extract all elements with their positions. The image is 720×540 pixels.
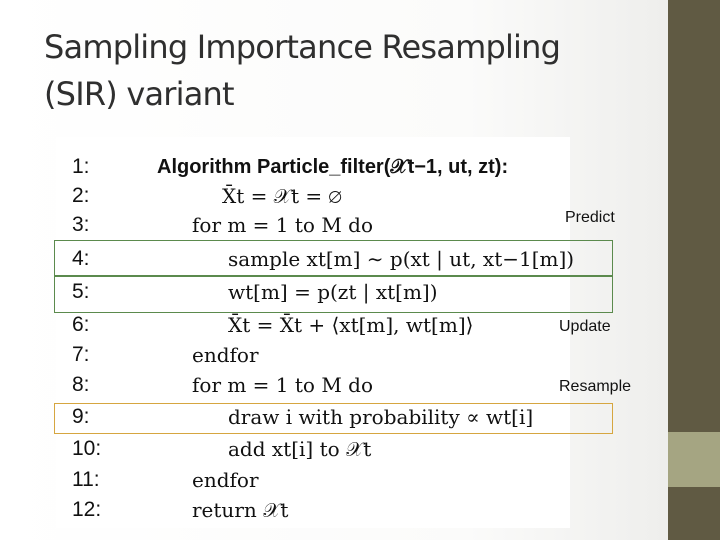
code-line-12: return 𝒳t: [192, 498, 289, 522]
code-line-10: add xt[i] to 𝒳t: [228, 437, 372, 461]
line-number: 10:: [72, 437, 102, 460]
line-number: 4:: [72, 247, 90, 270]
code-line-11: endfor: [192, 468, 259, 492]
code-line-4: sample xt[m] ∼ p(xt | ut, xt−1[m]): [228, 247, 575, 271]
title-line-1: Sampling Importance Resampling: [44, 28, 561, 66]
code-line-7: endfor: [192, 343, 259, 367]
line-number: 8:: [72, 373, 90, 396]
algorithm-keyword: Algorithm Particle_filter: [157, 156, 384, 178]
code-line-2: X̄t = 𝒳t = ∅: [222, 184, 342, 208]
algorithm-args: (𝒳t−1, ut, zt):: [383, 156, 509, 178]
predict-label: Predict: [565, 209, 615, 226]
sidebar-band-light: [668, 432, 720, 487]
code-line-3: for m = 1 to M do: [192, 213, 373, 237]
line-number: 2:: [72, 184, 90, 207]
code-line-8: for m = 1 to M do: [192, 373, 373, 397]
line-number: 11:: [72, 468, 100, 491]
line-number: 5:: [72, 280, 90, 303]
line-number: 6:: [72, 313, 90, 336]
predict-highlight-box: [54, 240, 613, 277]
line-number: 1:: [72, 155, 90, 178]
update-label: Update: [559, 318, 611, 335]
code-line-5: wt[m] = p(zt | xt[m]): [228, 280, 438, 304]
algorithm-image: [56, 137, 575, 528]
title-line-2: (SIR) variant: [44, 75, 234, 113]
code-line-9: draw i with probability ∝ wt[i]: [228, 405, 534, 429]
line-number: 12:: [72, 498, 102, 521]
line-number: 3:: [72, 213, 90, 236]
line-number: 9:: [72, 405, 90, 428]
line-number: 7:: [72, 343, 90, 366]
algorithm-header: [157, 154, 508, 179]
resample-highlight-box: [54, 403, 613, 434]
update-highlight-box: [54, 275, 613, 313]
resample-label: Resample: [559, 378, 632, 395]
slide-title: [44, 24, 644, 118]
code-line-6: X̄t = X̄t + ⟨xt[m], wt[m]⟩: [228, 313, 474, 337]
